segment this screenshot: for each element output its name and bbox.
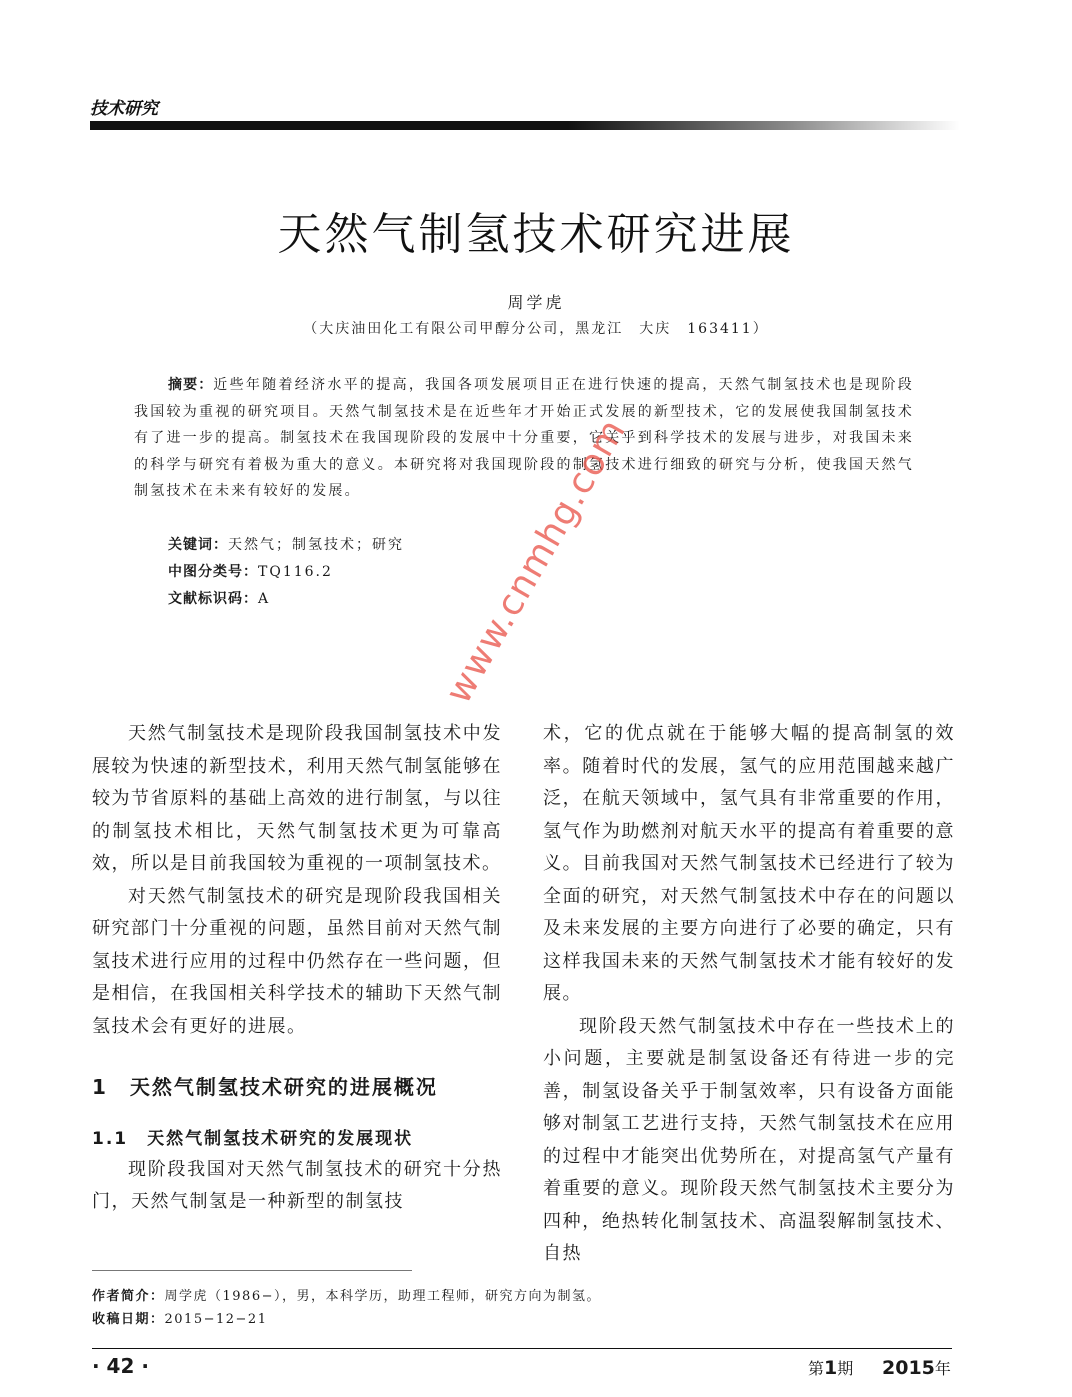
- issue-prefix: 第: [808, 1359, 825, 1378]
- body-paragraph: 对天然气制氢技术的研究是现阶段我国相关研究部门十分重视的问题，虽然目前对天然气制氢技术进行应用的过程中仍然存在一些问题，但是相信，在我国相关科学技术的辅助下天然气制氢技术会有更好的进展。: [92, 885, 502, 1037]
- issue-value: 1: [824, 1357, 838, 1379]
- doc-code-label: 文献标识码：: [168, 591, 258, 607]
- received-date-footnote: [92, 1308, 267, 1327]
- author-bio-text: 周学虎（1986−），男，本科学历，助理工程师，研究方向为制氢。: [164, 1289, 601, 1304]
- author-bio-label: 作者简介：: [92, 1289, 165, 1304]
- received-date-text: 2015−12−21: [164, 1312, 268, 1327]
- publication-year: [882, 1356, 951, 1379]
- section-heading: 1 天然气制氢技术研究的进展概况: [92, 1075, 438, 1099]
- watermark: www.cnmhg.com: [438, 411, 635, 711]
- article-title: 天然气制氢技术研究进展: [277, 209, 795, 260]
- abstract-label: 摘要：: [168, 377, 214, 393]
- received-date-label: 收稿日期：: [92, 1312, 165, 1327]
- issue-number: [808, 1356, 853, 1379]
- document-code: [168, 588, 270, 608]
- clc-label: 中图分类号：: [168, 564, 258, 580]
- author-name: 周学虎: [507, 293, 565, 312]
- keywords-text: 天然气；制氢技术；研究: [228, 537, 404, 553]
- body-paragraph: 现阶段我国对天然气制氢技术的研究十分热门，天然气制氢是一种新型的制氢技: [92, 1158, 502, 1212]
- body-paragraph: 天然气制氢技术是现阶段我国制氢技术中发展较为快速的新型技术，利用天然气制氢能够在较为节省原料的基础上高效的进行制氢，与以往的制氢技术相比，天然气制氢技术更为可靠高效，所以是目前我国较为重视的一项制氢技术。: [92, 723, 502, 874]
- author-affiliation: （大庆油田化工有限公司甲醇分公司，黑龙江 大庆 163411）: [303, 321, 769, 337]
- issue-suffix: 期: [837, 1359, 854, 1378]
- page-number: · 42 ·: [92, 1354, 149, 1378]
- left-column: [92, 718, 502, 1219]
- year-value: 2015: [882, 1357, 935, 1379]
- keywords: [168, 534, 404, 554]
- footnote-divider: [92, 1270, 412, 1271]
- header-bar: [90, 121, 960, 130]
- footer-divider: [92, 1348, 952, 1349]
- right-column: [543, 718, 955, 1271]
- clc-number: [168, 561, 333, 581]
- section-tag: 技术研究: [90, 99, 158, 119]
- clc-text: TQ116.2: [258, 564, 333, 580]
- abstract: [134, 372, 914, 505]
- abstract-text: 近些年随着经济水平的提高，我国各项发展项目正在进行快速的提高，天然气制氢技术也是现阶段我国较为重视的研究项目。天然气制氢技术是在近些年才开始正式发展的新型技术，它的发展使我国制氢技术有了进一步的提高。制氢技术在我国现阶段的发展中十分重要，它关乎到科学技术的发展与进步，对我国未来的科学与研究有着极为重大的意义。本研究将对我国现阶段的制氢技术进行细致的研究与分析，使我国天然气制氢技术在未来有较好的发展。: [134, 377, 914, 499]
- subsection-heading: 1.1 天然气制氢技术研究的发展现状: [92, 1128, 414, 1149]
- body-paragraph: 现阶段天然气制氢技术中存在一些技术上的小问题，主要就是制氢设备还有待进一步的完善，制氢设备关乎于制氢效率，只有设备方面能够对制氢工艺进行支持，天然气制氢技术在应用的过程中才能突出优势所在，对提高氢气产量有着重要的意义。现阶段天然气制氢技术主要分为四种，绝热转化制氢技术、高温裂解制氢技术、自热: [543, 1015, 955, 1264]
- keywords-label: 关键词：: [168, 537, 228, 553]
- year-suffix: 年: [934, 1359, 951, 1378]
- doc-code-text: A: [258, 591, 271, 607]
- author-bio-footnote: [92, 1285, 601, 1304]
- body-paragraph: 术，它的优点就在于能够大幅的提高制氢的效率。随着时代的发展，氢气的应用范围越来越广泛，在航天领域中，氢气具有非常重要的作用，氢气作为助燃剂对航天水平的提高有着重要的意义。目前我国对天然气制氢技术已经进行了较为全面的研究，对天然气制氢技术中存在的问题以及未来发展的主要方向进行了必要的确定，只有这样我国未来的天然气制氢技术才能有较好的发展。: [543, 723, 955, 1004]
